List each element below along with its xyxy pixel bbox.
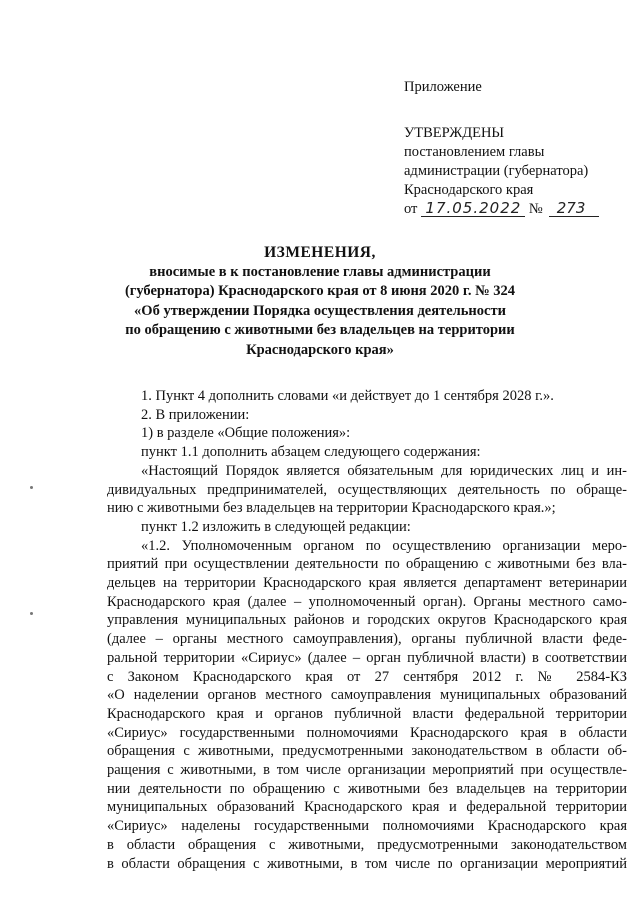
text-line: приятий при осуществлении деятельности по обращению с животными без вла-: [107, 556, 627, 573]
scan-mark: [30, 486, 33, 489]
appendix-label: Приложение: [404, 79, 482, 95]
text-line: нию с животными без владельцев на территории Краснодарского края.»;: [107, 500, 556, 517]
document-title: [100, 243, 540, 361]
from-prefix: от: [404, 201, 418, 217]
text-line: Краснодарского края и органов публичной власти федеральной территории: [107, 705, 627, 722]
text-line: управления муниципальных районов и городских округов Краснодарского края: [107, 612, 627, 629]
paragraph-1: 1. Пункт 4 дополнить словами «и действует до 1 сентября 2028 г.».: [141, 388, 554, 404]
text-line: в области обращения с животными, предусмотренными законодательством: [107, 836, 627, 853]
approval-date-line: [404, 200, 634, 219]
number-sign: №: [528, 201, 543, 217]
text-line: с Законом Краснодарского края от 27 сентября 2012 г. № 2584-КЗ: [107, 668, 627, 685]
paragraph-2: 2. В приложении:: [141, 406, 250, 423]
text-line: дельцев на территории Краснодарского края является департамент ветеринарии: [107, 575, 627, 592]
title-line: по обращению с животными без владельцев на территории: [125, 322, 515, 339]
document-body: [107, 387, 627, 873]
paragraph-7: [107, 537, 627, 874]
text-line: «О наделении органов местного самоуправления муниципальных образований: [107, 687, 627, 704]
text-line: (далее – органы местного самоуправления), органы публичной власти феде-: [107, 631, 627, 648]
approval-stamp: [404, 78, 634, 219]
text-line: ращения с животными, в том числе организации мероприятий при осуществле-: [107, 762, 627, 779]
title-line: Краснодарского края»: [246, 341, 394, 358]
paragraph-6: пункт 1.2 изложить в следующей редакции:: [141, 518, 411, 535]
text-line: обращения с животными, предусмотренными законодательством в области об-: [107, 743, 627, 760]
paragraph-5: [107, 462, 627, 518]
text-line: Краснодарского края (далее – уполномоченный орган). Органы местного само-: [107, 593, 627, 610]
text-line: «1.2. Уполномоченным органом по осуществлению организации меро-: [141, 537, 627, 554]
title-line: «Об утверждении Порядка осуществления деятельности: [134, 302, 506, 319]
text-line: нии деятельности по обращению с животными без владельцев на территории: [107, 780, 627, 797]
text-line: «Сириус» государственными полномочиями Краснодарского края в области: [107, 724, 627, 741]
text-line: дивидуальных предпринимателей, осуществляющих деятельность по обраще-: [107, 481, 627, 498]
handwritten-number: 273: [549, 200, 600, 217]
text-line: ральной территории «Сириус» (далее – орган публичной власти) в соответствии: [107, 649, 627, 666]
text-line: муниципальных образований Краснодарского края и федеральной территории: [107, 799, 627, 816]
scan-mark: [30, 612, 33, 615]
approved-heading: УТВЕРЖДЕНЫ: [404, 125, 505, 141]
text-line: «Настоящий Порядок является обязательным для юридических лиц и ин-: [141, 462, 627, 479]
title-line: (губернатора) Краснодарского края от 8 июня 2020 г. № 324: [124, 283, 516, 300]
handwritten-date: 17.05.2022: [421, 200, 525, 217]
paragraph-4: пункт 1.1 дополнить абзацем следующего содержания:: [141, 444, 481, 461]
approval-line-2: администрации (губернатора): [404, 163, 589, 179]
paragraph-3: 1) в разделе «Общие положения»:: [141, 425, 351, 442]
title-line: вносимые в к постановление главы администрации: [149, 263, 491, 280]
title-main: ИЗМЕНЕНИЯ,: [264, 244, 376, 261]
approval-line-1: постановлением главы: [404, 144, 545, 160]
text-line: в области обращения с животными, в том числе по организации мероприятий: [107, 855, 627, 872]
text-line: «Сириус» наделены государственными полномочиями Краснодарского края: [107, 818, 627, 835]
approval-line-3: Краснодарского края: [404, 182, 534, 198]
